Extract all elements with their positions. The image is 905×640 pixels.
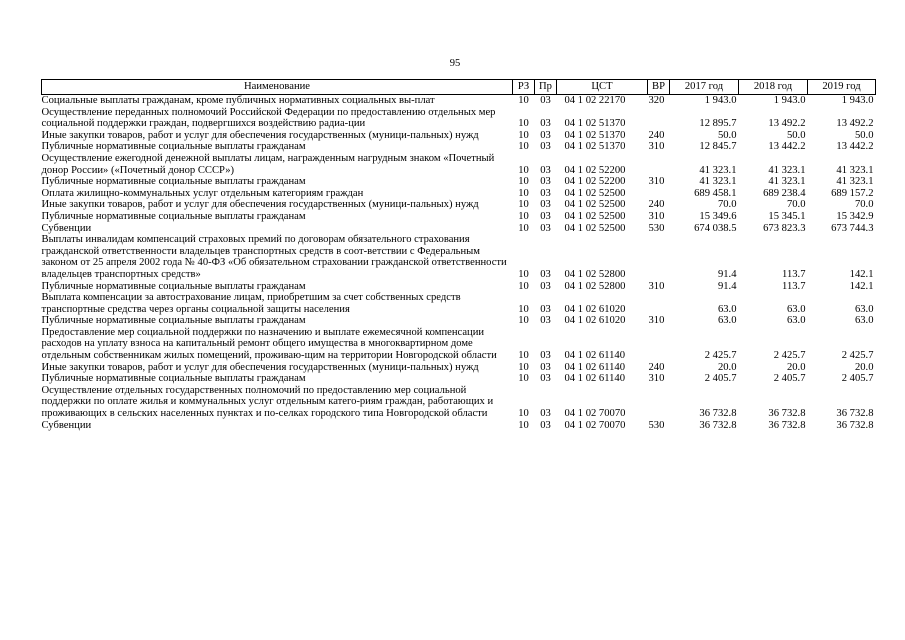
header-2017: 2017 год <box>670 80 739 95</box>
table-row <box>42 211 876 223</box>
row-2018: 689 238.4 <box>763 187 806 199</box>
table-row <box>42 95 876 107</box>
row-2018: 673 823.3 <box>763 222 806 234</box>
header-rz: РЗ <box>513 80 535 95</box>
row-cst: 04 1 02 51370 <box>564 141 626 153</box>
row-vr: 310 <box>648 176 665 188</box>
row-cst: 04 1 02 52500 <box>564 187 626 199</box>
row-vr: 320 <box>648 95 665 106</box>
row-vr: 240 <box>648 361 665 373</box>
row-rz: 10 <box>518 210 529 222</box>
table-row <box>42 107 876 130</box>
row-name: Публичные нормативные социальные выплаты гражданам <box>41 141 306 153</box>
row-vr: 310 <box>648 373 665 385</box>
row-rz: 10 <box>518 129 529 141</box>
table-row <box>42 176 876 188</box>
row-cst: 04 1 02 61140 <box>564 373 626 385</box>
row-2018: 2 405.7 <box>773 373 806 385</box>
row-2017: 12 845.7 <box>699 141 737 153</box>
row-rz: 10 <box>518 408 529 420</box>
row-2018: 41 323.1 <box>768 176 806 188</box>
row-2017: 12 895.7 <box>699 118 737 130</box>
row-pr: 03 <box>540 141 551 153</box>
row-cst: 04 1 02 52800 <box>564 280 626 292</box>
table-row <box>42 315 876 327</box>
row-pr: 03 <box>540 408 551 420</box>
table-row <box>42 153 876 176</box>
row-pr: 03 <box>540 268 551 280</box>
row-name: Осуществление ежегодной денежной выплаты лицам, награжденным нагрудным знаком «Почетный донор России» («Почетный донор СССР») <box>41 152 495 176</box>
row-2017: 41 323.1 <box>699 164 737 176</box>
row-cst: 04 1 02 51370 <box>564 118 626 130</box>
row-2018: 63.0 <box>786 303 806 315</box>
row-rz: 10 <box>518 268 529 280</box>
row-2017: 70.0 <box>717 199 737 211</box>
row-name: Публичные нормативные социальные выплаты гражданам <box>41 315 306 327</box>
row-cst: 04 1 02 52200 <box>564 164 626 176</box>
row-cst: 04 1 02 52200 <box>564 176 626 188</box>
row-pr: 03 <box>540 222 551 234</box>
row-pr: 03 <box>540 419 551 431</box>
row-rz: 10 <box>518 199 529 211</box>
table-row <box>42 385 876 420</box>
row-2019: 142.1 <box>849 268 874 280</box>
row-2019: 41 323.1 <box>836 164 874 176</box>
row-2018: 63.0 <box>786 315 806 327</box>
row-name: Иные закупки товаров, работ и услуг для обеспечения государственных (муници-пальных) нужд <box>41 129 479 141</box>
row-2017: 91.4 <box>717 280 737 292</box>
table-row <box>42 292 876 315</box>
row-cst: 04 1 02 52500 <box>564 210 626 222</box>
row-name: Иные закупки товаров, работ и услуг для обеспечения государственных (муници-пальных) нужд <box>41 199 479 211</box>
row-name: Осуществление переданных полномочий Российской Федерации по предоставлению отдельных мер социальной поддержки граждан, подвергшихся воздействию радиа-ции <box>41 106 496 130</box>
row-vr: 530 <box>648 419 665 431</box>
header-name: Наименование <box>42 80 513 95</box>
row-2019: 1 943.0 <box>841 95 874 106</box>
header-2018: 2018 год <box>739 80 808 95</box>
row-2018: 36 732.8 <box>768 419 806 431</box>
row-name: Социальные выплаты гражданам, кроме публичных нормативных социальных вы-плат <box>41 95 435 106</box>
row-2017: 2 405.7 <box>704 373 737 385</box>
row-2019: 36 732.8 <box>836 408 874 420</box>
row-cst: 04 1 02 61020 <box>564 315 626 327</box>
row-cst: 04 1 02 51370 <box>564 129 626 141</box>
row-2017: 1 943.0 <box>704 95 737 106</box>
row-2019: 142.1 <box>849 280 874 292</box>
row-2019: 15 342.9 <box>836 210 874 222</box>
row-rz: 10 <box>518 280 529 292</box>
table-row <box>42 130 876 142</box>
row-2018: 2 425.7 <box>773 350 806 362</box>
row-2017: 20.0 <box>717 361 737 373</box>
page-number: 95 <box>449 58 461 69</box>
row-name: Иные закупки товаров, работ и услуг для обеспечения государственных (муници-пальных) нужд <box>41 361 479 373</box>
row-2019: 41 323.1 <box>836 176 874 188</box>
table-row <box>42 281 876 293</box>
row-vr: 310 <box>648 210 665 222</box>
row-name: Субвенции <box>41 419 92 431</box>
header-2019: 2019 год <box>808 80 876 95</box>
row-name: Оплата жилищно-коммунальных услуг отдельным категориям граждан <box>41 187 364 199</box>
row-2018: 13 442.2 <box>768 141 806 153</box>
row-rz: 10 <box>518 222 529 234</box>
row-rz: 10 <box>518 419 529 431</box>
row-2017: 689 458.1 <box>694 187 737 199</box>
row-2018: 50.0 <box>786 129 806 141</box>
row-cst: 04 1 02 61020 <box>564 303 626 315</box>
row-rz: 10 <box>518 95 529 106</box>
row-2018: 113.7 <box>782 268 806 280</box>
row-2018: 20.0 <box>786 361 806 373</box>
row-2018: 41 323.1 <box>768 164 806 176</box>
row-cst: 04 1 02 52500 <box>564 199 626 211</box>
table-row <box>42 188 876 200</box>
row-2017: 15 349.6 <box>699 210 737 222</box>
row-pr: 03 <box>540 95 551 106</box>
row-pr: 03 <box>540 164 551 176</box>
row-2017: 36 732.8 <box>699 419 737 431</box>
row-2019: 13 442.2 <box>836 141 874 153</box>
row-name: Субвенции <box>41 222 92 234</box>
row-2017: 674 038.5 <box>694 222 737 234</box>
row-name: Выплата компенсации за автострахование лицам, приобретшим за счет собственных средств транспортные средства через органы социальной защиты населения <box>41 292 461 315</box>
row-2019: 36 732.8 <box>836 419 874 431</box>
row-rz: 10 <box>518 118 529 130</box>
row-pr: 03 <box>540 280 551 292</box>
row-2018: 1 943.0 <box>773 95 806 106</box>
row-vr <box>648 188 670 200</box>
row-2019: 673 744.3 <box>831 222 874 234</box>
table-row <box>42 420 876 432</box>
row-2019: 13 492.2 <box>836 118 874 130</box>
row-cst: 04 1 02 22170 <box>564 95 626 106</box>
row-pr: 03 <box>540 199 551 211</box>
row-rz: 10 <box>518 373 529 385</box>
header-pr: Пр <box>535 80 557 95</box>
row-vr <box>648 234 670 280</box>
row-name: Публичные нормативные социальные выплаты гражданам <box>41 373 306 385</box>
row-cst: 04 1 02 70070 <box>564 408 626 420</box>
row-2018: 13 492.2 <box>768 118 806 130</box>
row-2019: 50.0 <box>854 129 874 141</box>
row-cst: 04 1 02 70070 <box>564 419 626 431</box>
row-rz: 10 <box>518 187 529 199</box>
row-rz: 10 <box>518 303 529 315</box>
row-pr: 03 <box>540 373 551 385</box>
row-name: Предоставление мер социальной поддержки по назначению и выплате ежемесячной компенсации расходов на уплату взноса на капитальный ремонт общего имущества в многоквартирном доме отдельным собственникам жилых помещений, проживаю-щим на территории Новгородской области <box>41 326 497 362</box>
row-2019: 70.0 <box>854 199 874 211</box>
row-rz: 10 <box>518 361 529 373</box>
row-vr <box>648 107 670 130</box>
table-row <box>42 223 876 235</box>
row-vr: 310 <box>648 280 665 292</box>
row-pr: 03 <box>540 315 551 327</box>
row-rz: 10 <box>518 141 529 153</box>
row-name: Публичные нормативные социальные выплаты гражданам <box>41 176 306 188</box>
table-header-row <box>42 80 876 95</box>
row-2019: 63.0 <box>854 303 874 315</box>
row-cst: 04 1 02 61140 <box>564 361 626 373</box>
row-vr: 310 <box>648 141 665 153</box>
table-row <box>42 234 876 280</box>
table-row <box>42 199 876 211</box>
row-pr: 03 <box>540 118 551 130</box>
row-vr: 240 <box>648 199 665 211</box>
row-name: Публичные нормативные социальные выплаты гражданам <box>41 280 306 292</box>
header-cst: ЦСТ <box>557 80 648 95</box>
row-2017: 63.0 <box>717 303 737 315</box>
row-pr: 03 <box>540 210 551 222</box>
row-pr: 03 <box>540 350 551 362</box>
row-vr <box>648 292 670 315</box>
row-vr: 240 <box>648 129 665 141</box>
row-rz: 10 <box>518 164 529 176</box>
row-cst: 04 1 02 61140 <box>564 350 626 362</box>
row-2017: 2 425.7 <box>704 350 737 362</box>
row-pr: 03 <box>540 129 551 141</box>
table-row <box>42 373 876 385</box>
table-row <box>42 362 876 374</box>
row-pr: 03 <box>540 303 551 315</box>
row-cst: 04 1 02 52500 <box>564 222 626 234</box>
row-pr: 03 <box>540 361 551 373</box>
row-vr: 530 <box>648 222 665 234</box>
row-2017: 50.0 <box>717 129 737 141</box>
row-2018: 15 345.1 <box>768 210 806 222</box>
row-name: Выплаты инвалидам компенсаций страховых премий по договорам обязательного страхования гражданской ответственности владельцев транспортных средств в соот-ветствии с Федеральным законом от 25 апреля 2002 года № 40-ФЗ «Об обязательном страховании гражданской ответственности владельцев транспортных средств» <box>41 234 507 280</box>
row-2019: 2 425.7 <box>841 350 874 362</box>
header-vr: ВР <box>648 80 670 95</box>
row-2019: 63.0 <box>854 315 874 327</box>
table-row <box>42 141 876 153</box>
budget-table <box>41 79 876 431</box>
row-vr <box>648 327 670 362</box>
row-vr <box>648 385 670 420</box>
row-2018: 70.0 <box>786 199 806 211</box>
row-vr <box>648 153 670 176</box>
row-2017: 36 732.8 <box>699 408 737 420</box>
row-2017: 63.0 <box>717 315 737 327</box>
row-cst: 04 1 02 52800 <box>564 268 626 280</box>
row-2018: 36 732.8 <box>768 408 806 420</box>
row-name: Публичные нормативные социальные выплаты гражданам <box>41 210 306 222</box>
row-rz: 10 <box>518 315 529 327</box>
row-2017: 41 323.1 <box>699 176 737 188</box>
row-vr: 310 <box>648 315 665 327</box>
row-name: Осуществление отдельных государственных полномочий по предоставлению мер социальной поддержки по оплате жилья и коммунальных услуг отдельным катего-риям граждан, работающих и проживающих в сельских населенных пунктах и по-селках городского типа Новгородской области <box>41 384 494 420</box>
row-2019: 689 157.2 <box>831 187 874 199</box>
row-rz: 10 <box>518 176 529 188</box>
row-pr: 03 <box>540 187 551 199</box>
row-2019: 2 405.7 <box>841 373 874 385</box>
row-rz: 10 <box>518 350 529 362</box>
row-pr: 03 <box>540 176 551 188</box>
row-2019: 20.0 <box>854 361 874 373</box>
row-2017: 91.4 <box>717 268 737 280</box>
row-2018: 113.7 <box>782 280 806 292</box>
table-row <box>42 327 876 362</box>
